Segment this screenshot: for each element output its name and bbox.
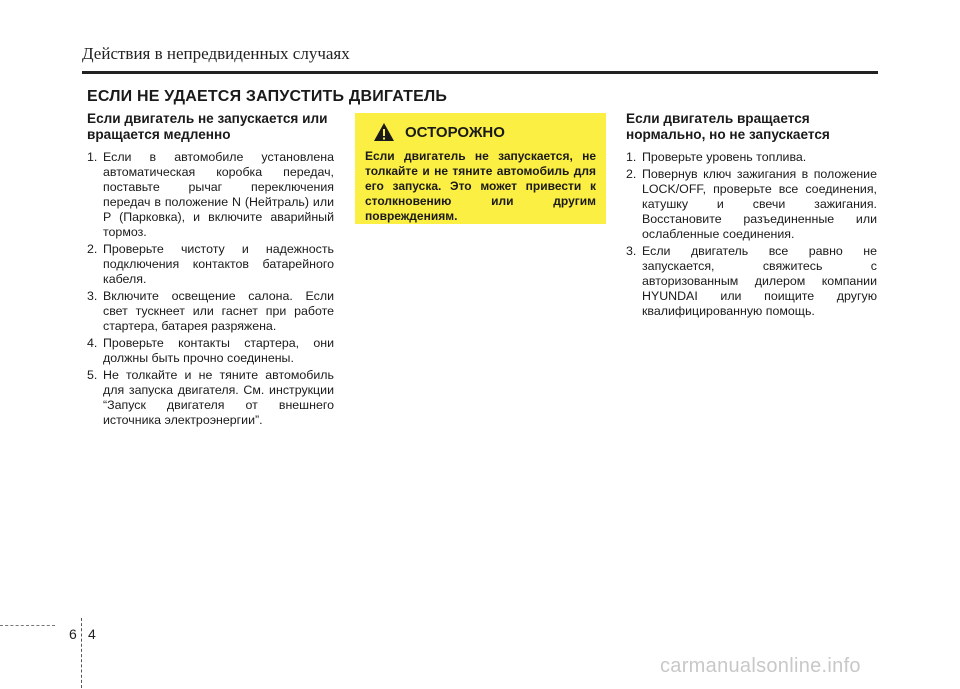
step-text: Включите освещение салона. Если свет тускнеет или гаснет при работе стартера, батарея разряжена.: [103, 289, 334, 333]
step-text: Проверьте уровень топлива.: [642, 150, 807, 164]
step-text: Если двигатель все равно не запускается, свяжитесь с авторизованным дилером компании HYUNDAI или поищите другую квалифицированную помощь.: [642, 244, 877, 318]
section-title: ЕСЛИ НЕ УДАЕТСЯ ЗАПУСТИТЬ ДВИГАТЕЛЬ: [87, 88, 448, 105]
list-item: [87, 336, 334, 366]
step-text: Проверьте контакты стартера, они должны быть прочно соединены.: [103, 336, 334, 365]
header-divider: [82, 71, 878, 74]
right-steps-list: [626, 150, 877, 319]
step-text: Если в автомобиле установлена автоматическая коробка передач, поставьте рычаг переключения передач в положение N (Нейтраль) или P (Парковка), и включите аварийный тормоз.: [103, 150, 334, 239]
warning-header: [365, 121, 596, 143]
step-number: 2.: [87, 242, 98, 256]
step-text: Не толкайте и не тяните автомобиль для запуска двигателя. См. инструкции “Запуск двигателя от внешнего источника электроэнергии”.: [103, 368, 334, 427]
list-item: [87, 289, 334, 334]
list-item: [87, 242, 334, 287]
warning-box: [355, 113, 606, 224]
page-number-divider: [81, 618, 82, 688]
page-header-title: Действия в непредвиденных случаях: [82, 44, 350, 63]
list-item: [87, 150, 334, 240]
list-item: [87, 368, 334, 428]
warning-title: ОСТОРОЖНО: [405, 123, 505, 141]
left-column-heading: Если двигатель не запускается или вращается медленно: [87, 111, 328, 142]
page-number: 4: [88, 626, 96, 642]
list-item: [626, 167, 877, 242]
step-number: 1.: [87, 150, 98, 164]
step-text: Повернув ключ зажигания в положение LOCK/OFF, проверьте все соединения, катушку и свечи зажигания. Восстановите разъединенные или ослабленные соединения.: [642, 167, 877, 241]
step-number: 4.: [87, 336, 98, 350]
left-column: [87, 111, 334, 430]
warning-text: Если двигатель не запускается, не толкайте и не тяните автомобиль для его запуска. Это может привести к столкновению или другим повреждениям.: [365, 149, 596, 223]
watermark: carmanualsonline.info: [660, 655, 861, 677]
step-text: Проверьте чистоту и надежность подключения контактов батарейного кабеля.: [103, 242, 334, 286]
step-number: 1.: [626, 150, 637, 164]
step-number: 2.: [626, 167, 637, 181]
left-steps-list: [87, 150, 334, 428]
right-column-heading: Если двигатель вращается нормально, но не запускается: [626, 111, 830, 142]
list-item: [626, 150, 877, 165]
step-number: 3.: [87, 289, 98, 303]
page-corner-guide: [0, 625, 55, 626]
warning-triangle-icon: [373, 122, 395, 142]
step-number: 3.: [626, 244, 637, 258]
step-number: 5.: [87, 368, 98, 382]
list-item: [626, 244, 877, 319]
right-column: [626, 111, 877, 321]
chapter-number: 6: [69, 626, 77, 642]
